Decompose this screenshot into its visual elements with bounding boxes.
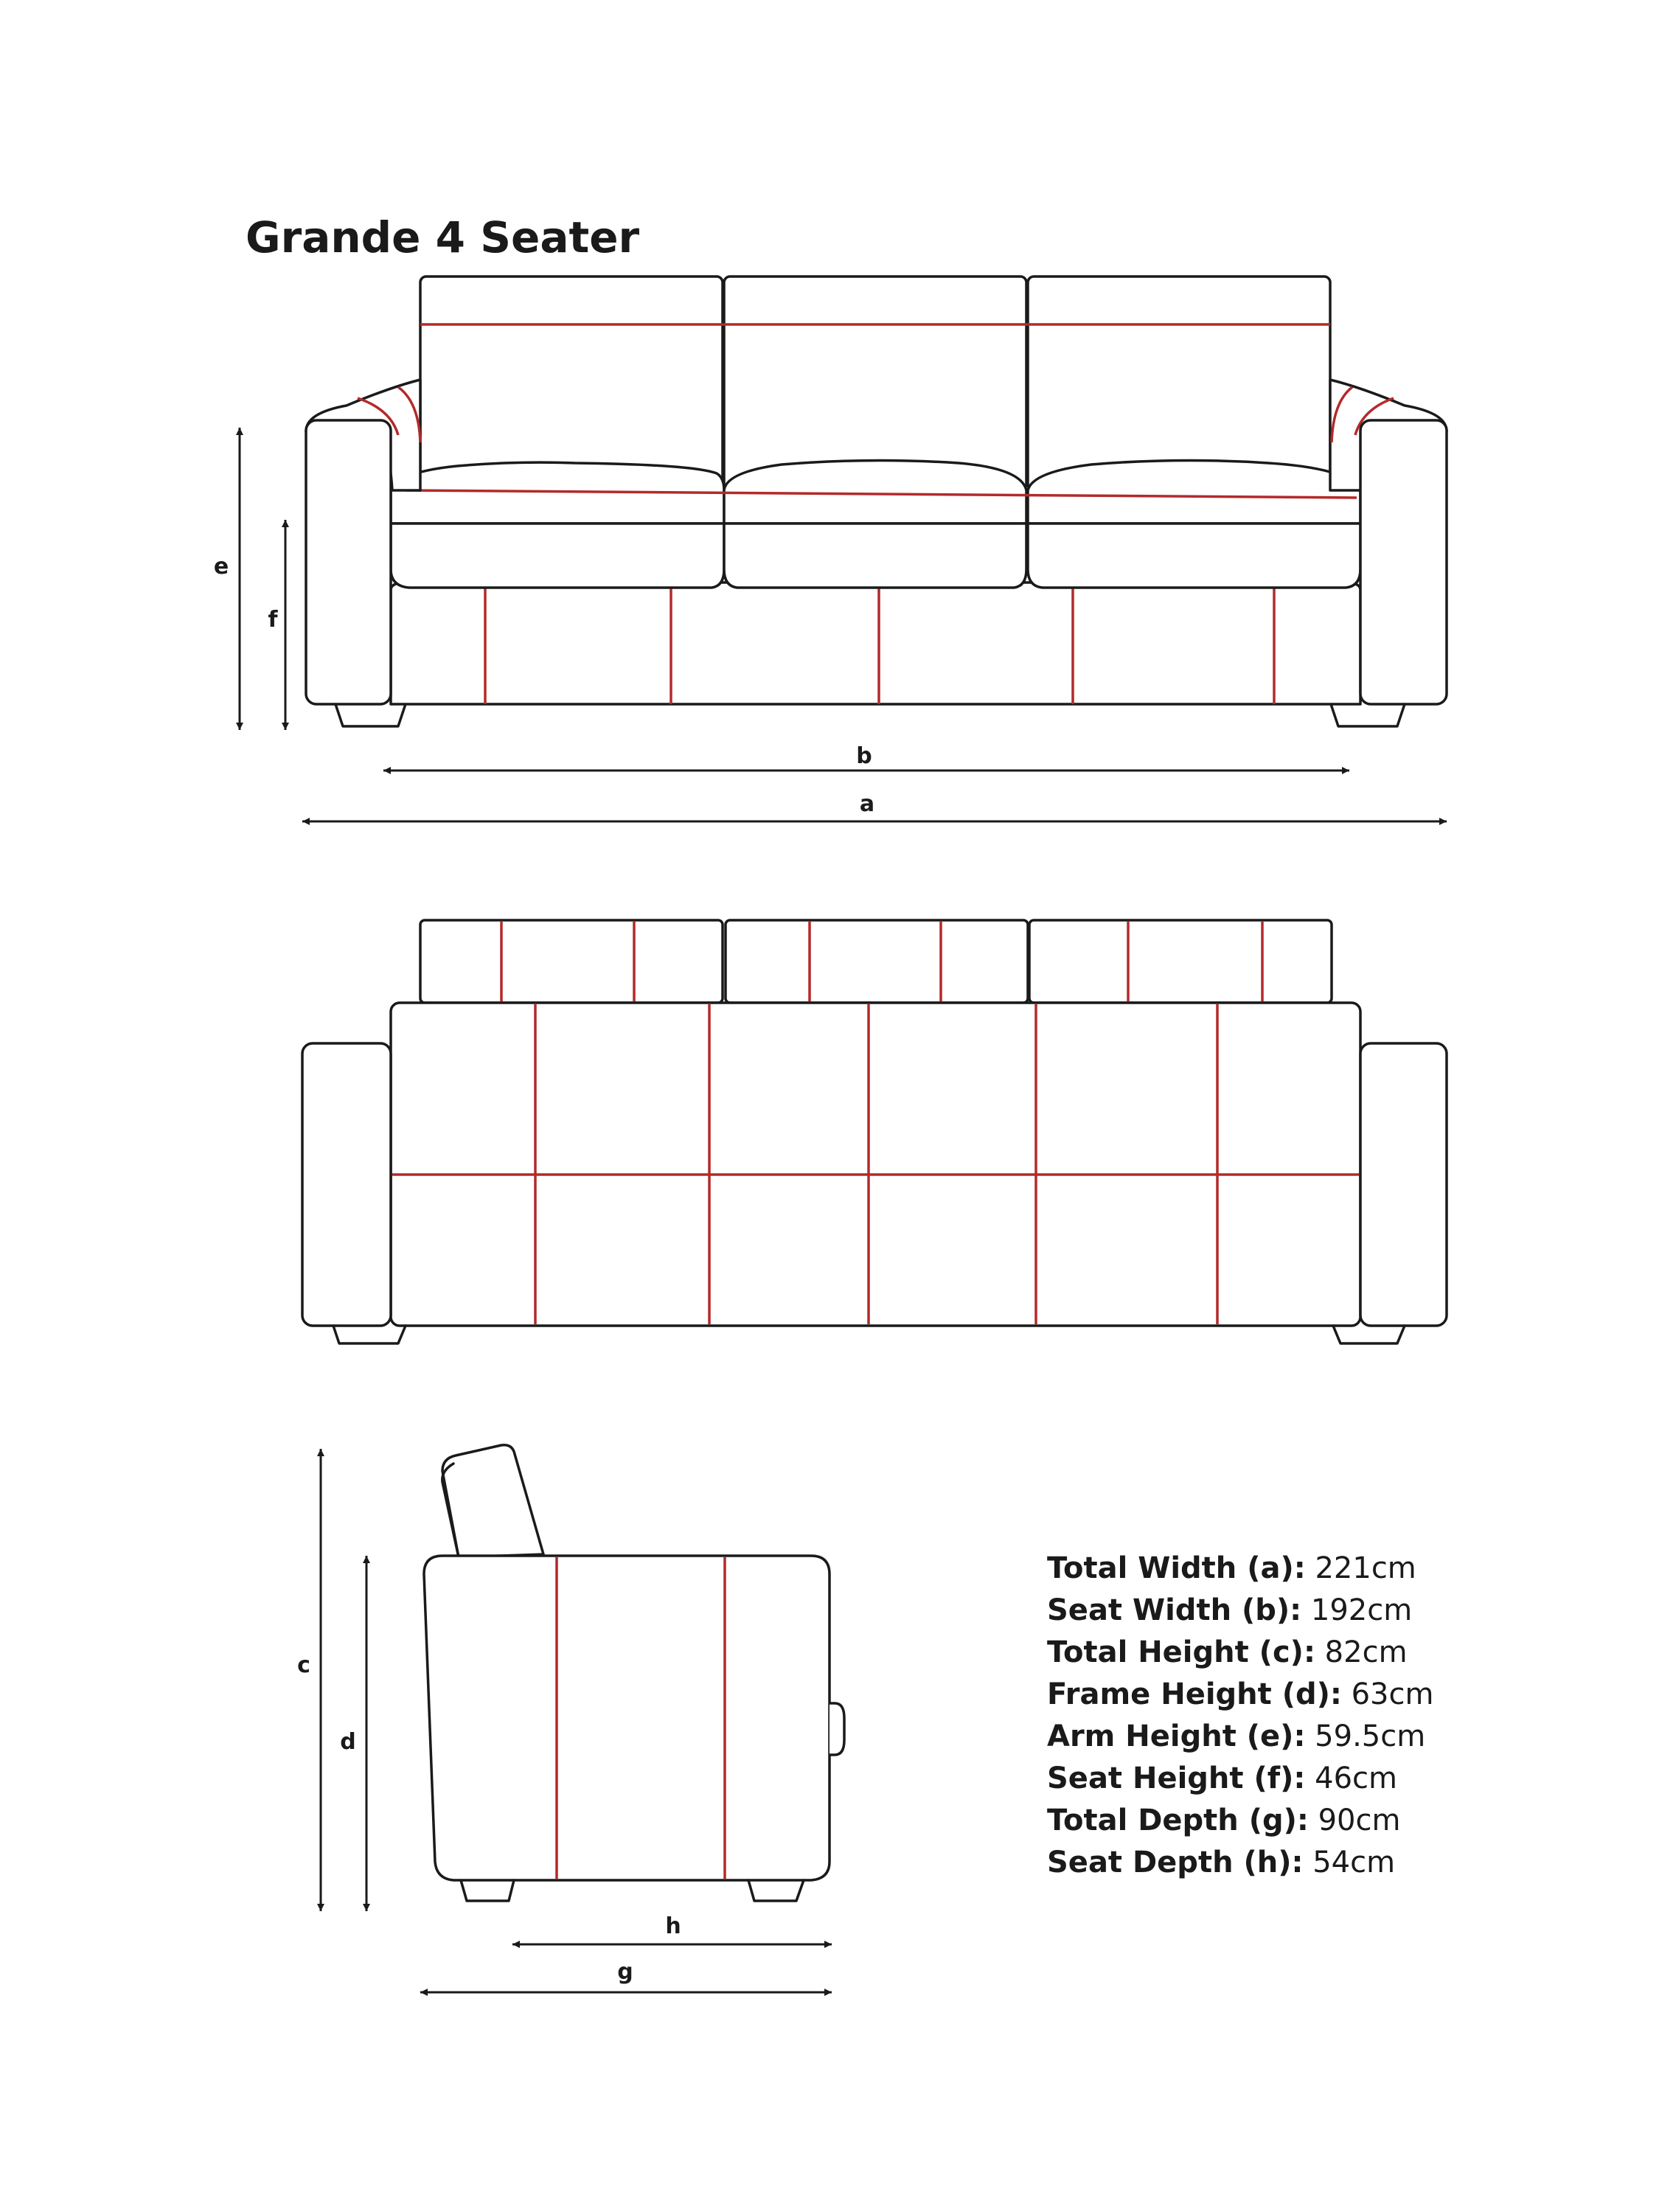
front-view <box>214 276 1447 821</box>
spec-total-depth: Total Depth (g): 90cm <box>1047 1804 1401 1837</box>
dimension-f-label: f <box>268 607 278 633</box>
dimension-d-label: d <box>340 1729 356 1755</box>
spec-total-height: Total Height (c): 82cm <box>1047 1635 1408 1669</box>
dimension-h-label: h <box>665 1913 681 1939</box>
spec-seat-height: Seat Height (f): 46cm <box>1047 1761 1397 1795</box>
front-leg-right <box>1331 704 1405 726</box>
back-leg-left <box>333 1326 406 1343</box>
seat-cushion-middle <box>724 460 1026 588</box>
right-arm-front <box>1360 420 1447 704</box>
side-leg-back <box>748 1880 804 1901</box>
dimension-a-label: a <box>859 791 875 817</box>
spec-total-width: Total Width (a): 221cm <box>1047 1551 1416 1585</box>
dimension-b-label: b <box>856 743 872 769</box>
side-view <box>297 1445 844 1992</box>
sofa-base <box>391 582 1360 704</box>
back-top-cushion-right <box>1029 920 1332 1003</box>
front-leg-left <box>335 704 406 726</box>
back-leg-right <box>1333 1326 1405 1343</box>
seat-cushion-right <box>1028 460 1360 588</box>
back-top-cushion-left <box>420 920 723 1003</box>
back-cushion-middle <box>724 276 1026 490</box>
spec-seat-depth: Seat Depth (h): 54cm <box>1047 1846 1396 1879</box>
dimension-g-label: g <box>617 1959 633 1985</box>
spec-frame-height: Frame Height (d): 63cm <box>1047 1677 1434 1711</box>
back-arm-left <box>302 1043 391 1326</box>
seat-cushion-left <box>391 462 724 588</box>
diagram-title: Grande 4 Seater <box>246 212 640 262</box>
side-frame <box>424 1556 830 1880</box>
spec-seat-width: Seat Width (b): 192cm <box>1047 1593 1413 1627</box>
back-view <box>302 920 1447 1343</box>
side-bump <box>830 1703 844 1755</box>
dimension-c-label: c <box>297 1652 310 1678</box>
back-cushion-left <box>420 276 723 490</box>
side-back-cushion <box>442 1445 543 1557</box>
side-leg-front <box>461 1880 514 1901</box>
spec-arm-height: Arm Height (e): 59.5cm <box>1047 1719 1426 1753</box>
back-arm-right <box>1360 1043 1447 1326</box>
specifications-list <box>1047 1551 1433 1879</box>
back-cushion-right <box>1028 276 1330 490</box>
back-top-cushion-middle <box>726 920 1028 1003</box>
dimension-e-label: e <box>213 554 229 580</box>
left-arm-front <box>306 420 391 704</box>
